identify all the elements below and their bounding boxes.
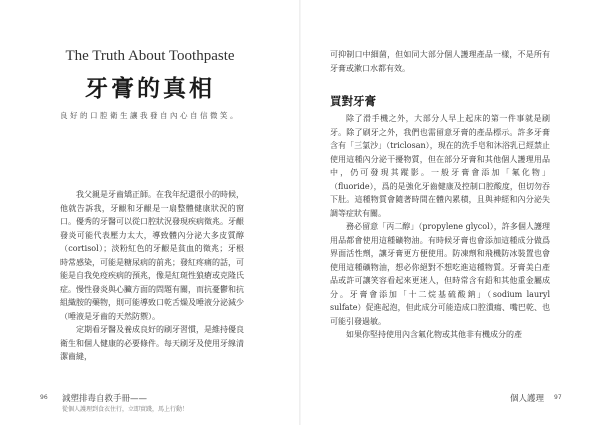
page-number-right: 97 <box>554 394 562 401</box>
left-paragraph-2: 定期看牙醫及養成良好的刷牙習慣，是維持優良衛生和個人健康的必要條件。每天刷牙及使用牙線清潔齒縫， <box>60 325 244 361</box>
chapter-subtitle: 良好的口腔衛生讓我發自內心自信微笑。 <box>60 111 240 120</box>
section-heading: 買對牙膏 <box>330 94 376 108</box>
chapter-title-chinese: 牙膏的真相 <box>85 76 215 102</box>
page-number-left: 96 <box>40 394 48 401</box>
right-continued-paragraph: 可抑制口中細菌，但如同大部分個人護理產品一樣，不是所有牙膏或漱口水都有效。 <box>330 50 550 73</box>
right-paragraph-2: 務必留意「丙二醇」（propylene glycol），許多個人護理用品都會使用這種礦物油。有時候牙膏也會添加這種成分做爲界面活性劑，讓牙膏更方便使用。防凍劑和飛機防冰裝置也會使用這種礦物油，想必你絕對不想吃進這種物質。牙膏美白產品或許可讓笑容看起來更迷人，但時常含有鉛和其他重金屬成分。牙膏會添加「十二烷基硫酸鈉」（sodium lauryl sulfate）促進起泡，但此成分可能造成口腔潰瘍、嘴巴乾、也可能引發過敏。 <box>330 222 550 326</box>
right-paragraph-1: 除了滑手機之外，大部分人早上起床的第一件事就是刷牙。除了刷牙之外，我們也需留意牙膏的產品標示。許多牙膏含有「三氯沙」（triclosan），現在的洗手皂和沐浴乳已經禁止使用這種內分泌干擾物質，但在部分牙膏和其他個人護理用品中，仍可發現其蹤影。一般牙膏會添加「氟化物」（fluoride），爲的是強化牙齒健康及控制口腔酸度，但切勿吞下肚。這種物質會隨著時間在體內累積，且與神經和內分泌失調等症狀有關。 <box>330 114 550 218</box>
left-paragraph-1: 我父親是牙齒矯正師。在我年紀還很小的時候，他就告訴我，牙齦和牙齦是一扇整體健康狀況的窗口。優秀的牙醫可以從口腔狀況發現疾病徵兆。牙齦發炎可能代表壓力太大，導致體內分泌大多皮質醇（cortisol）；淡粉紅色的牙齦是貧血的徵兆；牙根時常感染，可能是糖尿病的前兆；發紅疼痛的話，可能是自我免疫疾病的預兆，像是紅斑性狼瘡或克隆氏症。慢性發炎與心臟方面的問題有關，而抗憂鬱和抗組織胺的藥物，則可能導致口乾舌燥及唾液分泌減少（唾液是牙齒的天然防禦）。 <box>60 190 244 321</box>
running-chapter-title: 個人護理 <box>510 394 545 404</box>
right-paragraph-3: 如果你堅持使用內含氟化物或其他非有機成分的產 <box>346 330 522 339</box>
book-gutter <box>299 0 301 425</box>
right-top-text <box>330 48 550 75</box>
book-series-subtitle: 從個人護理到食衣住行，立即實踐，馬上行動！ <box>62 406 189 413</box>
left-body-text <box>60 188 244 364</box>
book-series-title: 減塑排毒自救手冊—— <box>62 394 148 404</box>
right-body-text <box>330 112 550 342</box>
chapter-title-english: The Truth About Toothpaste <box>65 48 235 64</box>
